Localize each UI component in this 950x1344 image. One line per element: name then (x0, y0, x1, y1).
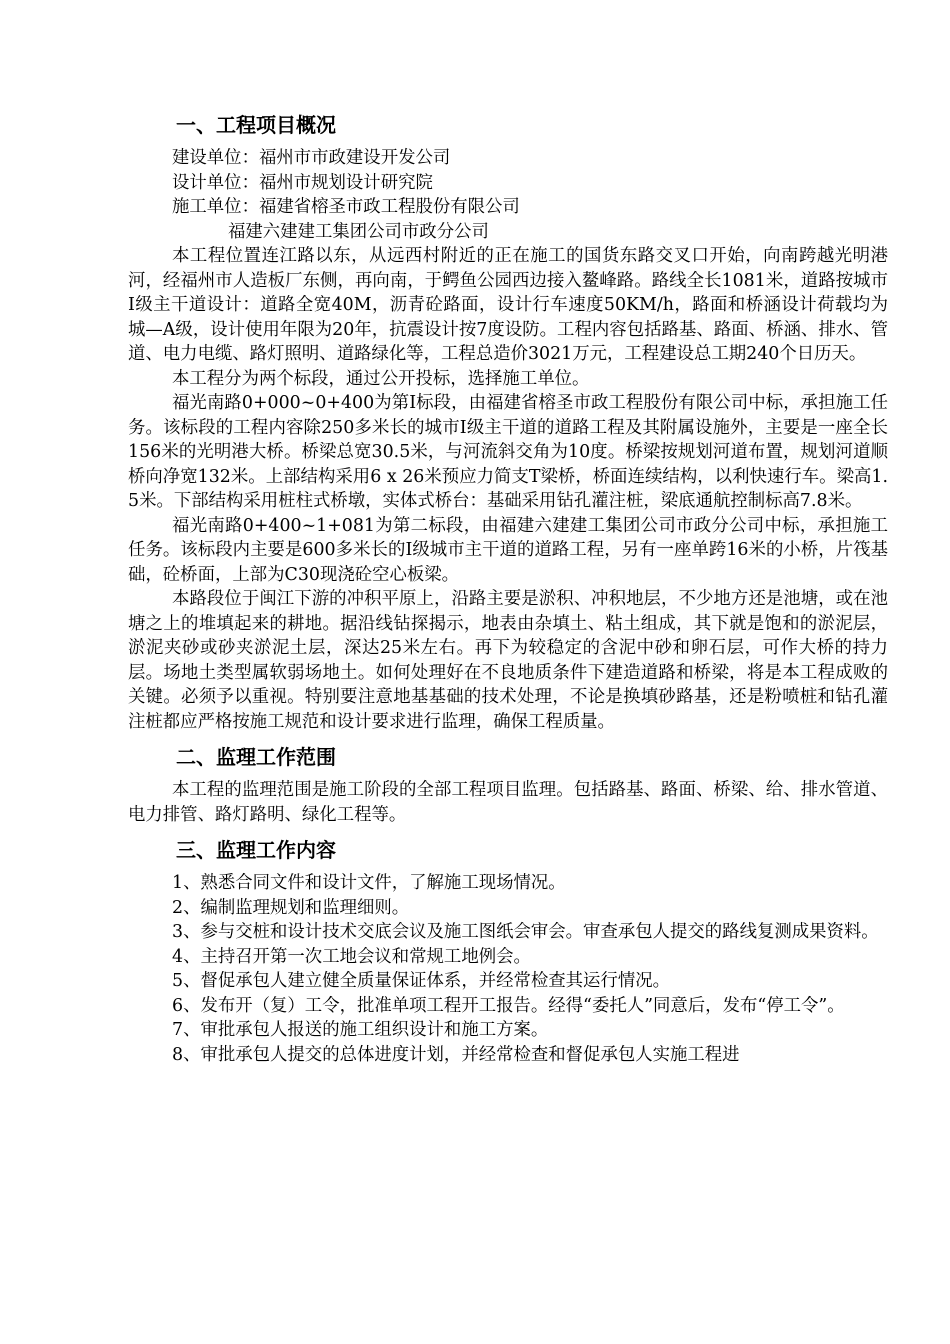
list-item: 4、主持召开第一次工地会议和常规工地例会。 (172, 946, 531, 967)
paragraph: 本工程的监理范围是施工阶段的全部工程项目监理。包括路基、路面、桥梁、给、排水管道、电力排管、路灯路明、绿化工程等。 (128, 780, 888, 825)
list-item: 3、参与交桩和设计技术交底会议及施工图纸会审会。审查承包人提交的路线复测成果资料。 (172, 922, 879, 942)
contractor-line: 施工单位：福建省榕圣市政工程股份有限公司 (172, 197, 520, 217)
list-item: 8、审批承包人提交的总体进度计划，并经常检查和督促承包人实施工程进 (172, 1044, 740, 1065)
list-item: 5、督促承包人建立健全质量保证体系，并经常检查其运行情况。 (172, 971, 671, 991)
paragraph: 本工程位置连江路以东，从远西村附近的正在施工的国货东路交叉口开始，向南跨越光明港河，经福州市人造板厂东侧，再向南，于鳄鱼公园西边接入鳌峰路。路线全长1081米，道路按城市I级主干道设计：道路全宽40M，沥青砼路面，设计行车速度50KM/h，路面和桥涵设计荷载均为城—A级，设计使用年限为20年，抗震设计按7度设防。工程内容包括路基、路面、桥涵、排水、管道、电力电缆、路灯照明、道路绿化等，工程总造价3021万元，工程建设总工期240个日历天。 (128, 246, 888, 364)
document-body (128, 104, 894, 1067)
owner-line: 建设单位：福州市市政建设开发公司 (172, 148, 451, 168)
section-heading-overview: 一、工程项目概况 (176, 113, 336, 137)
list-item: 2、编制监理规划和监理细则。 (172, 897, 410, 918)
designer-line: 设计单位：福州市规划设计研究院 (172, 172, 433, 193)
section-heading-scope: 二、监理工作范围 (176, 745, 336, 769)
list-item: 1、熟悉合同文件和设计文件，了解施工现场情况。 (172, 873, 566, 893)
section-heading-duties: 三、监理工作内容 (176, 838, 336, 862)
contractor-line-2: 福建六建建工集团公司市政分公司 (228, 221, 489, 242)
paragraph: 本工程分为两个标段，通过公开投标，选择施工单位。 (172, 368, 590, 389)
paragraph: 福光南路0+000~0+400为第I标段，由福建省榕圣市政工程股份有限公司中标，承担施工任务。该标段的工程内容除250多米长的城市Ⅰ级主干道的道路工程及其附属设施外，主要是一座全长156米的光明港大桥。桥梁总宽30.5米，与河流斜交角为10度。桥梁按规划河道布置，规划河道顺桥向净宽132米。上部结构采用6 x 26米预应力简支T梁桥，桥面连续结构，以利快速行车。梁高1. 5米。下部结构采用桩柱式桥墩，实体式桥台：基础采用钻孔灌注桩，梁底通航控制标高7.8米。 (128, 393, 894, 511)
paragraph: 福光南路0+400~1+081为第二标段，由福建六建建工集团公司市政分公司中标，承担施工任务。该标段内主要是600多米长的Ⅰ级城市主干道的道路工程，另有一座单跨16米的小桥，片筏基础，砼桥面，上部为C30现浇砼空心板梁。 (128, 515, 888, 585)
list-item: 7、审批承包人报送的施工组织设计和施工方案。 (172, 1020, 549, 1040)
paragraph: 本路段位于闽江下游的冲积平原上，沿路主要是淤积、冲积地层，不少地方还是池塘，或在池塘之上的堆填起来的耕地。据沿线钻探揭示，地表由杂填土、粘土组成，其下就是饱和的淤泥层，淤泥夹砂或砂夹淤泥土层，深达25米左右。再下为较稳定的含泥中砂和卵石层，可作大桥的持力层。场地土类型属软弱场地土。如何处理好在不良地质条件下建造道路和桥梁，将是本工程成败的关键。必须予以重视。特别要注意地基基础的技术处理，不论是换填砂路基，还是粉喷桩和钻孔灌注桩都应严格按施工规范和设计要求进行监理，确保工程质量。 (128, 589, 888, 732)
list-item: 6、发布开（复）工令，批准单项工程开工报告。经得“委托人”同意后，发布“停工令”。 (172, 995, 845, 1016)
